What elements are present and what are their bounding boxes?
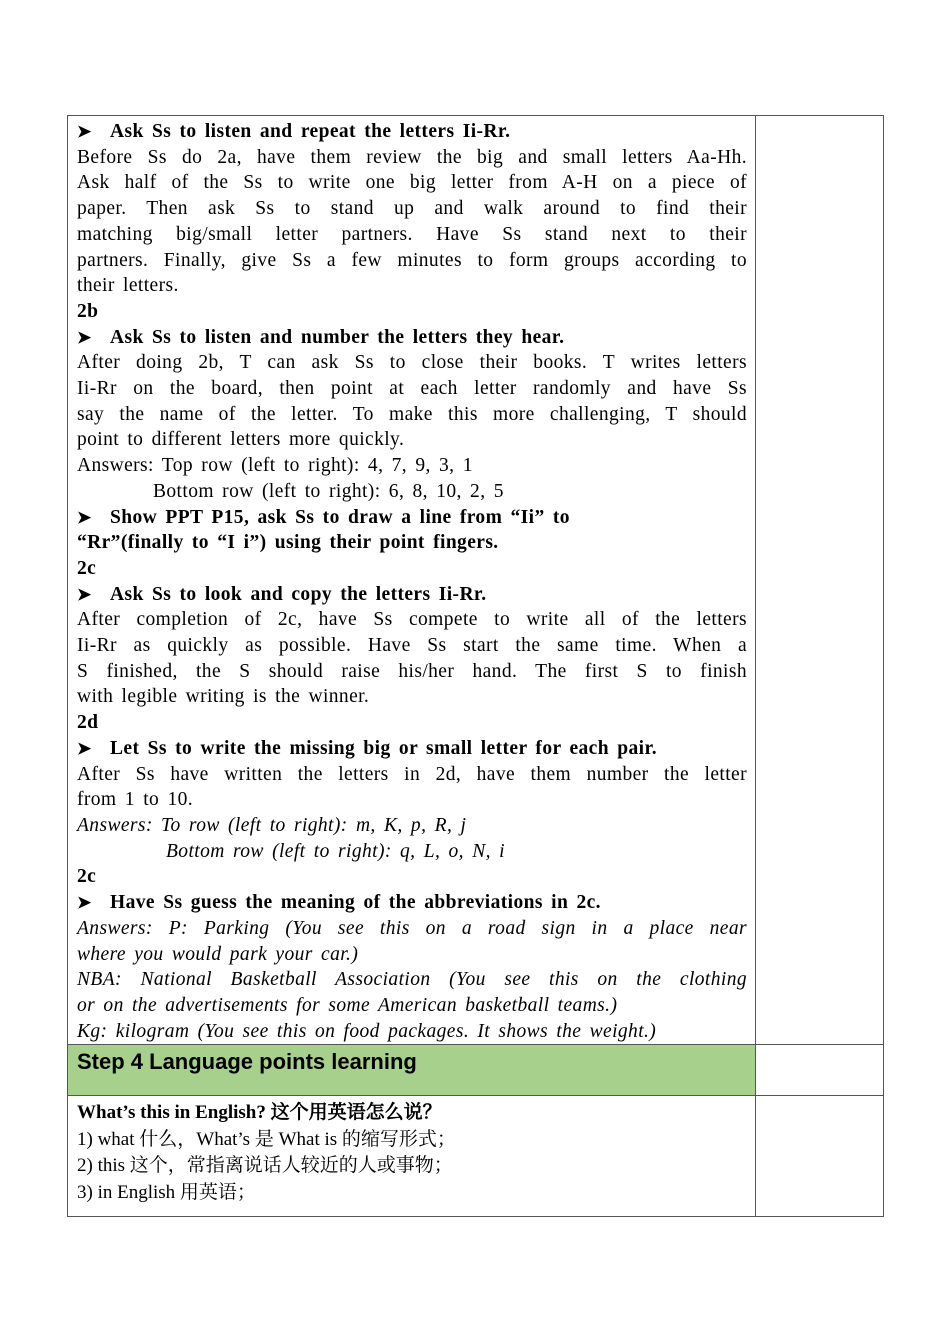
text-line: S finished, the S should raise his/her hand. The first S to finish (77, 660, 747, 682)
text-line: say the name of the letter. To make this more challenging, T should (77, 403, 747, 425)
text-line: After completion of 2c, have Ss compete to write all of the letters (77, 609, 747, 631)
lesson-plan-table (67, 115, 884, 1217)
step-title: Step 4 Language points learning (77, 1049, 417, 1074)
instruction-line: ➤ Ask Ss to look and copy the letters Ii-Rr. (77, 582, 747, 608)
text-line: matching big/small letter partners. Have Ss stand next to their (77, 223, 747, 245)
text-line: Ii-Rr as quickly as possible. Have Ss start the same time. When a (77, 635, 747, 657)
notes-cell (756, 1045, 884, 1096)
instruction-line: “Rr”(finally to “I i”) using their point fingers. (77, 532, 499, 554)
text-line: Before Ss do 2a, have them review the big and small letters Aa-Hh. (77, 146, 747, 168)
section-heading-2d: 2d (77, 712, 99, 734)
text-line: with legible writing is the winner. (77, 686, 370, 708)
language-points-cell (68, 1096, 756, 1217)
instruction-line: ➤ Let Ss to write the missing big or small letter for each pair. (77, 736, 747, 762)
procedure-cell (68, 116, 756, 1045)
arrow-bullet-icon: ➤ (77, 507, 92, 527)
text-line: After Ss have written the letters in 2d, have them number the letter (77, 763, 747, 785)
answer-line: Bottom row (left to right): 6, 8, 10, 2, 5 (153, 480, 504, 502)
answer-line: Kg: kilogram (You see this on food packages. It shows the weight.) (77, 1020, 657, 1042)
section-heading-2b: 2b (77, 300, 99, 322)
section-heading-2c: 2c (77, 557, 97, 579)
step-heading-cell (68, 1045, 756, 1096)
arrow-bullet-icon: ➤ (77, 122, 92, 141)
arrow-bullet-icon: ➤ (77, 738, 92, 758)
language-point-line: 3) in English 用英语； (77, 1181, 256, 1203)
table-row (68, 1096, 884, 1217)
instruction-line: ➤ Have Ss guess the meaning of the abbreviations in 2c. (77, 890, 747, 916)
answer-line: or on the advertisements for some American basketball teams.) (77, 994, 618, 1016)
table-row (68, 1045, 884, 1096)
answer-line: NBA: National Basketball Association (You see this on the clothing (77, 969, 747, 991)
answer-line: where you would park your car.) (77, 943, 359, 965)
arrow-bullet-icon: ➤ (77, 893, 92, 913)
table-row (68, 116, 884, 1045)
answer-line: Answers: To row (left to right): m, K, p, R, j (77, 814, 467, 836)
instruction-line: ➤ Ask Ss to listen and number the letters they hear. (77, 325, 747, 351)
notes-cell (756, 1096, 884, 1217)
text-line: partners. Finally, give Ss a few minutes to form groups according to (77, 249, 747, 271)
language-point-line: 1) what 什么，What’s 是 What is 的缩写形式； (77, 1128, 456, 1150)
text-line: Ii-Rr on the board, then point at each letter randomly and have Ss (77, 378, 747, 400)
text-line: After doing 2b, T can ask Ss to close their books. T writes letters (77, 352, 747, 374)
section-heading-2c: 2c (77, 866, 97, 888)
language-point-line: 2) this 这个，常指离说话人较近的人或事物； (77, 1155, 453, 1176)
language-point-heading: What’s this in English? 这个用英语怎么说？ (77, 1102, 442, 1123)
notes-cell (756, 116, 884, 1045)
text-line: from 1 to 10. (77, 789, 194, 811)
text-line: their letters. (77, 275, 179, 297)
text-line: paper. Then ask Ss to stand up and walk around to find their (77, 198, 747, 220)
arrow-bullet-icon: ➤ (77, 327, 92, 347)
answer-line: Bottom row (left to right): q, L, o, N, i (166, 840, 505, 862)
answer-line: Answers: Top row (left to right): 4, 7, 9, 3, 1 (77, 455, 473, 477)
arrow-bullet-icon: ➤ (77, 584, 92, 604)
text-line: Ask half of the Ss to write one big letter from A-H on a piece of (77, 172, 747, 194)
answer-line: Answers: P: Parking (You see this on a road sign in a place near (77, 917, 747, 939)
instruction-line: ➤ Show PPT P15, ask Ss to draw a line from “Ii” to (77, 505, 747, 531)
instruction-line: ➤ Ask Ss to listen and repeat the letters Ii-Rr. (77, 119, 747, 145)
text-line: point to different letters more quickly. (77, 429, 405, 451)
